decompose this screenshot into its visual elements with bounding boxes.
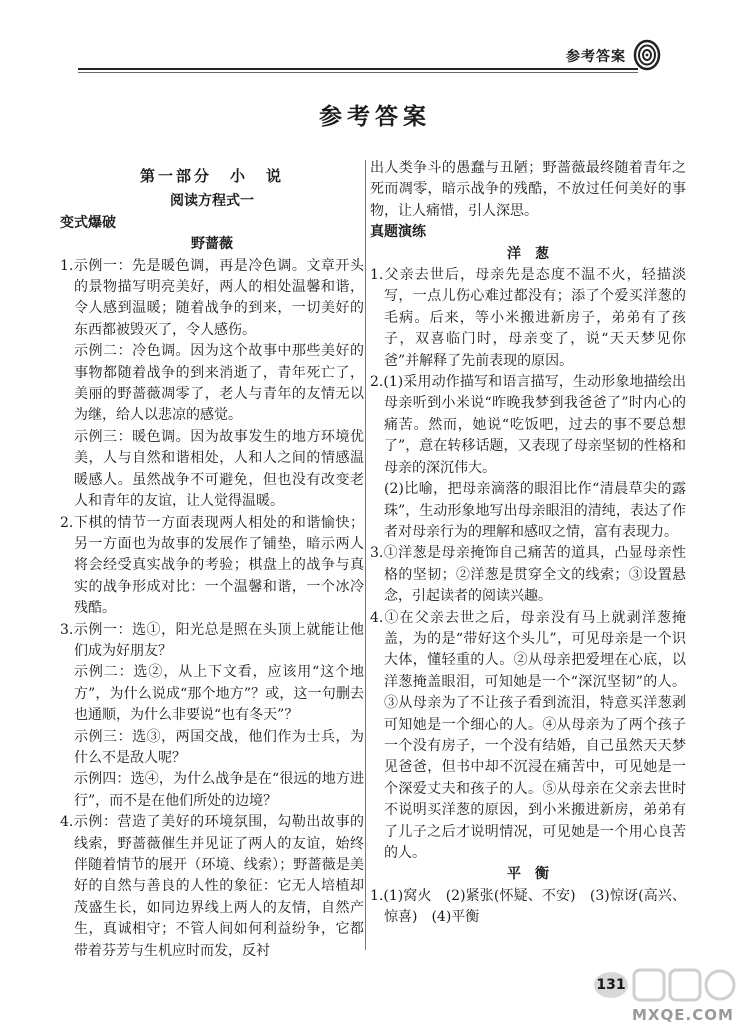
section-bar: 真题演练 bbox=[370, 224, 426, 241]
part-title: 第一部分 小 说 bbox=[139, 167, 284, 185]
answer-4: 4.①在父亲去世之后，母亲没有马上就剥洋葱掩盖，为的是“带好这个头儿”，可见母亲是一个识大体，懂轻重的人。②从母亲把爱埋在心底，以洋葱掩盖眼泪，可知她是一个“深沉坚韧”的人。③从母亲为了不让孩子看到流泪，特意买洋葱剥可知她是一个细心的人。④从母亲为了两个孩子一个没有房子，一个没有结婚，自己虽然天天梦见爸爸，但书中却不沉浸在痛苦中，可见她是一个深爱丈夫和孩子的人。⑤从母亲在父亲去世时不说明买洋葱的原因，到小米搬进新房，弟弟有了儿子之后才说明情况，可见她是一个用心良苦的人。 bbox=[370, 609, 686, 861]
answer-3: 3.①洋葱是母亲掩饰自己痛苦的道具，凸显母亲性格的坚韧；②洋葱是贯穿全文的线索；③设置悬念，引起读者的阅读兴趣。 bbox=[370, 545, 686, 605]
article-title: 平 衡 bbox=[507, 866, 549, 883]
header-rule-thin bbox=[78, 72, 638, 73]
balance-answer-1: 1.(1)窝火 (2)紧张(怀疑、不安) (3)惊讶(高兴、惊喜) (4)平衡 bbox=[370, 887, 686, 926]
answer-3-example-2: 示例二：选②，从上下文看，应该用“这个地方”，为什么说成“那个地方”？或，这一句删去也通顺，为什么非要说“也有冬天”？ bbox=[74, 664, 364, 724]
page-title: 参考答案 bbox=[319, 104, 431, 130]
article-title: 洋 葱 bbox=[507, 245, 549, 262]
answer-3-example-3: 示例三：选③，两国交战，他们作为士兵，为什么不是敌人呢？ bbox=[74, 728, 364, 766]
answer-2-part-2: (2)比喻，把母亲滴落的眼泪比作“清晨草尖的露珠”，生动形象地写出母亲眼泪的清纯，表达了作者对母亲行为的理解和感叹之情，富有表现力。 bbox=[384, 481, 686, 540]
right-column bbox=[370, 158, 686, 929]
answer-1-example-3: 示例三：暖色调。因为故事发生的地方环境优美，人与自然和谐相处，人和人之间的情感温暖感人。虽然战争不可避免，但也没有改变老人和青年的友谊，让人觉得温暖。 bbox=[74, 428, 364, 510]
watermark-text: MXQE.COM bbox=[632, 1006, 734, 1024]
answer-2: 2.下棋的情节一方面表现两人相处的和谐愉快；另一方面也为故事的发展作了铺垫，暗示两人将会经受真实战争的考验；棋盘上的战争与真实的战争形成对比：一个温馨和谐，一个冰冷残酷。 bbox=[60, 514, 364, 617]
column-divider bbox=[365, 160, 366, 950]
answer-4: 4.示例：营造了美好的环境氛围，勾勒出故事的线索，野蔷薇催生并见证了两人的友谊，始终伴随着情节的展开（环境、线索）；野蔷薇是美好的自然与善良的人性的象征：它无人培植却茂盛生长，如同边界线上两人的友情，自然产生，真诚相守；不管人间如何利益纷争，它都带着芬芳与生机应时而发，反衬 bbox=[60, 814, 364, 959]
section-bar: 变式爆破 bbox=[60, 214, 116, 231]
article-title: 野蔷薇 bbox=[191, 236, 233, 253]
formula-title: 阅读方程式一 bbox=[170, 193, 254, 210]
answer-1-example-2: 示例二：冷色调。因为这个故事中那些美好的事物都随着战争的到来消逝了，青年死亡了，美丽的野蔷薇凋零了，老人与青年的友情无以为继，给人以悲凉的感觉。 bbox=[74, 343, 364, 424]
page-header bbox=[78, 44, 670, 70]
spiral-logo-icon bbox=[632, 38, 662, 72]
left-column bbox=[60, 158, 364, 962]
answer-3-example-1: 3.示例一：选①，阳光总是照在头顶上就能让他们成为好朋友？ bbox=[60, 621, 364, 659]
header-label: 参考答案 bbox=[566, 49, 626, 65]
answer-1: 1.父亲去世后，母亲先是态度不温不火，轻描淡写，一点儿伤心难过都没有；添了个爱买洋葱的毛病。后来，等小米搬进新房子，弟弟有了孩子，双喜临门时，母亲变了，说“天天梦见你爸”并解释了先前表现的原因。 bbox=[370, 267, 686, 369]
answer-2-part-1: 2.(1)采用动作描写和语言描写，生动形象地描绘出母亲听到小米说“昨晚我梦到我爸爸了”时内心的痛苦。然而，她说“吃饭吧，过去的事不要总想了”，意在转移话题，又表现了母亲坚韧的性格和母亲的深沉伟大。 bbox=[370, 374, 686, 476]
answer-1-example-1: 1.示例一：先是暖色调，再是冷色调。文章开头的景物描写明亮美好，两人的相处温馨和谐，令人感到温暖；随着战争的到来，一切美好的东西都被毁灭了，令人感伤。 bbox=[60, 257, 364, 338]
answer-4-continued: 出人类争斗的愚蠢与丑陋；野蔷薇最终随着青年之死而凋零，暗示战争的残酷，不放过任何美好的事物，让人痛惜，引人深思。 bbox=[370, 160, 686, 219]
header-rule bbox=[78, 68, 638, 70]
answer-3-example-4: 示例四：选④，为什么战争是在“很远的地方进行”，而不是在他们所处的边境？ bbox=[74, 771, 364, 809]
page-number: 131 bbox=[594, 972, 628, 998]
